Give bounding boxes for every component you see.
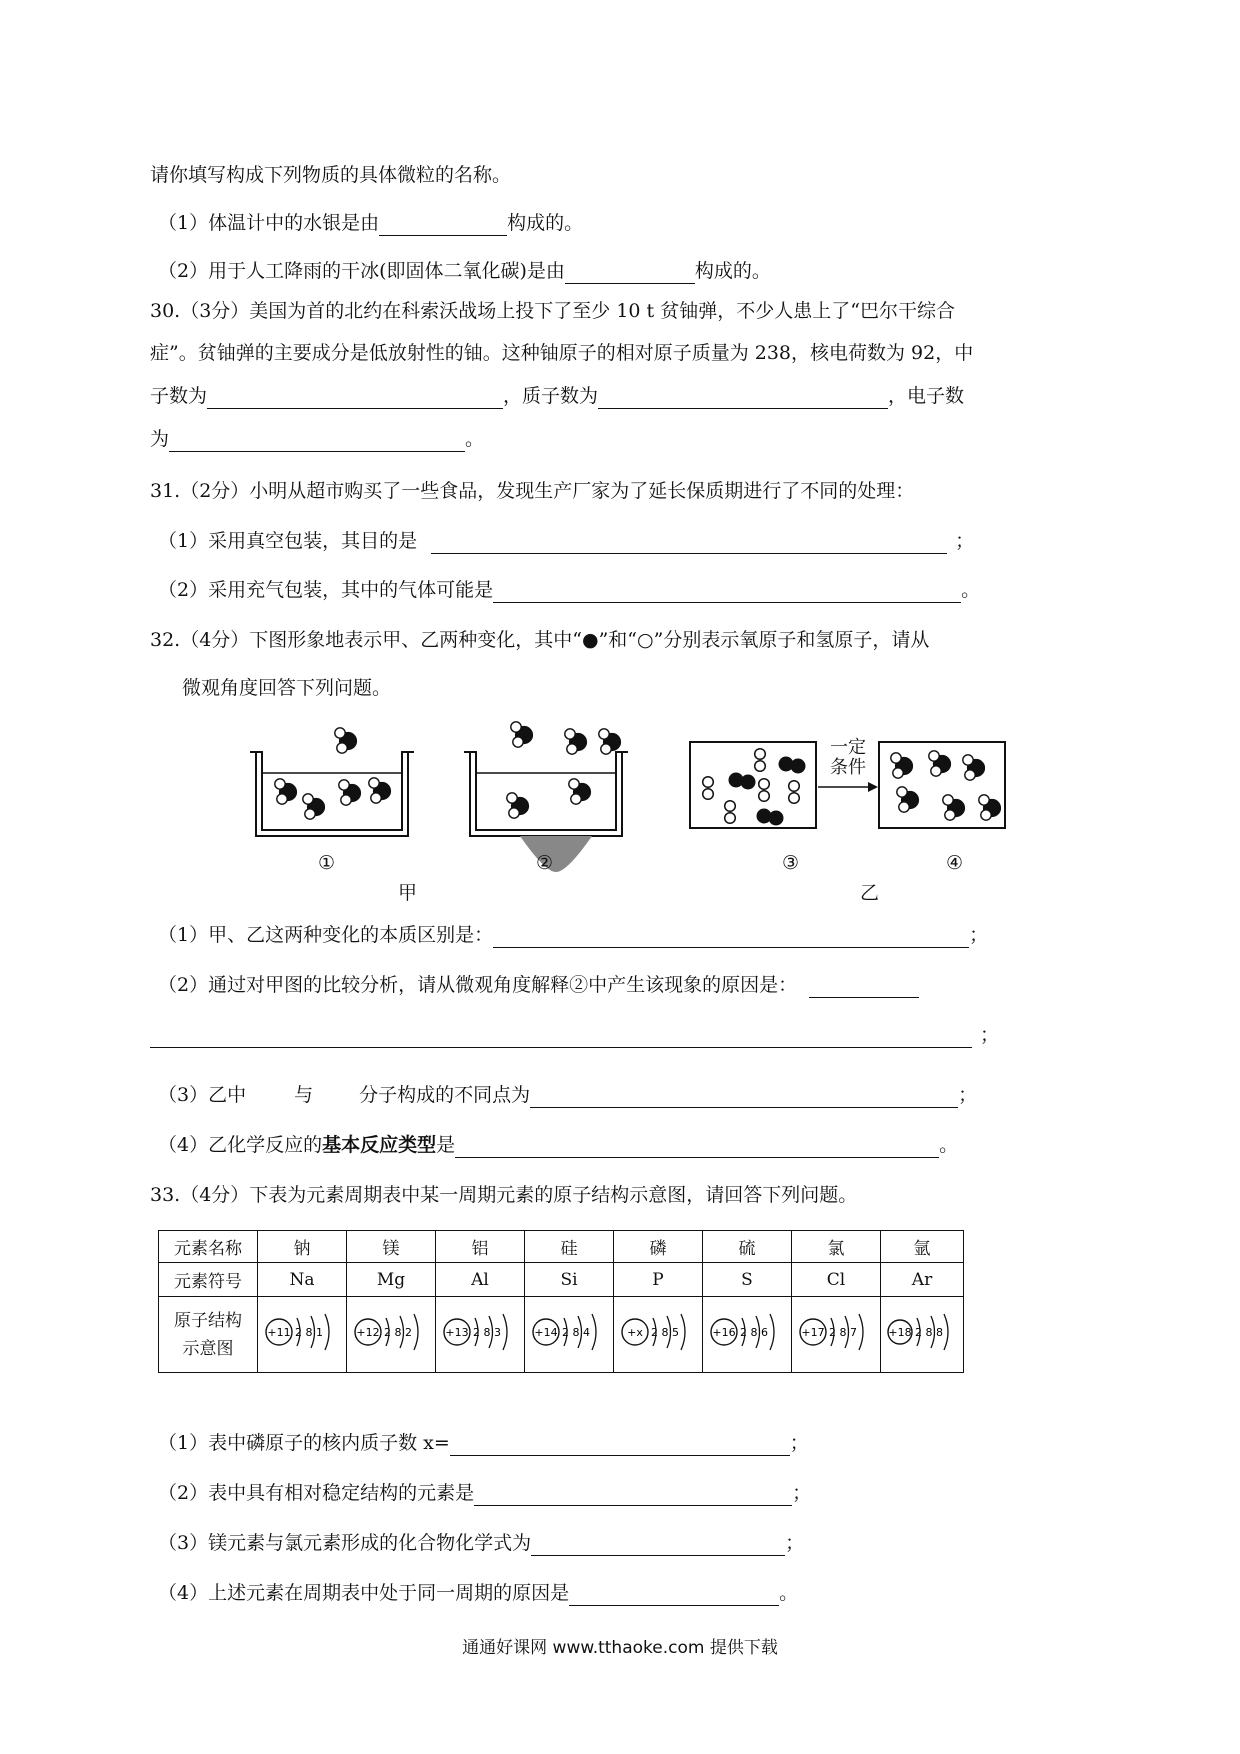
atom-structure-icon bbox=[259, 1302, 345, 1362]
q33-part1-tail: ； bbox=[789, 1432, 809, 1454]
atom-structure-icon bbox=[793, 1302, 879, 1362]
q32-part4-bold: 基本反应类型 bbox=[322, 1134, 437, 1156]
q33-line1: 33.（4分）下表为元素周期表中某一周期元素的原子结构示意图，请回答下列问题。 bbox=[150, 1184, 858, 1206]
beaker-2 bbox=[464, 722, 628, 872]
periodic-table-row bbox=[158, 1230, 964, 1373]
q30-line2: 症”。贫铀弹的主要成分是低放射性的铀。这种铀原子的相对原子质量为 238，核电荷数为 92，中 bbox=[150, 342, 974, 364]
q33-part4-text: （4）上述元素在周期表中处于同一周期的原因是 bbox=[158, 1582, 570, 1604]
atom-structure-icon bbox=[882, 1302, 962, 1362]
q33-part2-tail: ； bbox=[792, 1482, 812, 1504]
row-struct-label-2: 示意图 bbox=[182, 1338, 234, 1359]
q32-part2-blank-b[interactable] bbox=[150, 1027, 972, 1048]
element-symbol: Mg bbox=[347, 1263, 436, 1297]
element-symbol: P bbox=[614, 1263, 703, 1297]
element-name: 氩 bbox=[881, 1231, 964, 1263]
atom-diagram bbox=[347, 1297, 436, 1373]
q32-part1-tail: ； bbox=[969, 924, 989, 946]
q32-part1 bbox=[158, 922, 988, 948]
q32-part1-blank[interactable] bbox=[493, 927, 969, 948]
q32-part2 bbox=[158, 972, 919, 998]
q32-part3-mid: 与 bbox=[294, 1084, 314, 1106]
nucleus-charge: +11 bbox=[267, 1326, 291, 1339]
atom-diagram bbox=[881, 1297, 964, 1373]
group-label-jia: 甲 bbox=[398, 882, 418, 904]
fig-label-2: ② bbox=[536, 852, 554, 874]
q32-part2-cont bbox=[150, 1022, 999, 1048]
element-symbol: Si bbox=[525, 1263, 614, 1297]
q32-line2: 微观角度回答下列问题。 bbox=[182, 677, 392, 699]
q32-part3-tail: ； bbox=[958, 1084, 978, 1106]
q32-part1-text: （1）甲、乙这两种变化的本质区别是： bbox=[158, 924, 494, 946]
atom-structure-icon bbox=[437, 1302, 523, 1362]
element-name: 硅 bbox=[525, 1231, 614, 1263]
atom-structure-icon bbox=[704, 1302, 790, 1362]
condition-text-1: 一定 bbox=[830, 737, 866, 758]
element-name: 铝 bbox=[436, 1231, 525, 1263]
intro-text: 请你填写构成下列物质的具体微粒的名称。 bbox=[150, 164, 512, 186]
nucleus-charge: +17 bbox=[801, 1326, 825, 1339]
q32-part2-blank-a[interactable] bbox=[809, 977, 919, 998]
q33-part3 bbox=[158, 1530, 804, 1556]
element-name: 钠 bbox=[258, 1231, 347, 1263]
q33-part2 bbox=[158, 1480, 811, 1506]
atom-diagram bbox=[792, 1297, 881, 1373]
q32-part4-text2: 是 bbox=[436, 1134, 456, 1156]
q32-part4-tail: 。 bbox=[939, 1134, 959, 1156]
nucleus-charge: +12 bbox=[356, 1326, 380, 1339]
beaker-1 bbox=[250, 728, 414, 836]
fig-label-4: ④ bbox=[946, 852, 964, 874]
q33-part2-blank[interactable] bbox=[474, 1485, 792, 1506]
element-name: 镁 bbox=[347, 1231, 436, 1263]
atom-diagram bbox=[703, 1297, 792, 1373]
q30-electron-label: ，电子数 bbox=[888, 385, 965, 407]
q31-part2-text: （2）采用充气包装，其中的气体可能是 bbox=[158, 579, 494, 601]
nucleus-charge: +x bbox=[627, 1326, 643, 1339]
row-symbol-label: 元素符号 bbox=[159, 1263, 258, 1297]
shell-electrons: 2 8 4 bbox=[562, 1326, 590, 1339]
element-symbol: Cl bbox=[792, 1263, 881, 1297]
nucleus-charge: +14 bbox=[534, 1326, 558, 1339]
element-symbol: Ar bbox=[881, 1263, 964, 1297]
reaction-box-before bbox=[690, 742, 816, 828]
q30-line1: 30.（3分）美国为首的北约在科索沃战场上投下了至少 10 t 贫铀弹，不少人患上了“巴尔干综合 bbox=[150, 300, 955, 322]
fig-label-3: ③ bbox=[782, 852, 800, 874]
q31-part1-tail: ； bbox=[955, 530, 975, 552]
shell-electrons: 2 8 2 bbox=[384, 1326, 412, 1339]
q29-part1-tail: 构成的。 bbox=[507, 212, 584, 234]
nucleus-charge: +16 bbox=[712, 1326, 736, 1339]
shell-electrons: 2 8 3 bbox=[473, 1326, 501, 1339]
atom-diagram bbox=[525, 1297, 614, 1373]
q31-part1-text: （1）采用真空包装，其目的是 bbox=[158, 530, 418, 552]
q32-line1: 32.（4分）下图形象地表示甲、乙两种变化，其中“●”和“○”分别表示氧原子和氢原子，请从 bbox=[150, 629, 930, 651]
row-struct-label-1: 原子结构 bbox=[174, 1310, 242, 1331]
element-name: 磷 bbox=[614, 1231, 703, 1263]
q30-proton-label: ，质子数为 bbox=[503, 385, 599, 407]
q33-part3-text: （3）镁元素与氯元素形成的化合物化学式为 bbox=[158, 1532, 532, 1554]
q30-electron-prefix: 为 bbox=[150, 428, 170, 450]
q32-part3-text2: 分子构成的不同点为 bbox=[359, 1084, 531, 1106]
q32-part4 bbox=[158, 1132, 958, 1158]
fig-label-1: ① bbox=[318, 852, 336, 874]
shell-electrons: 2 8 5 bbox=[651, 1326, 679, 1339]
q31-line1: 31.（2分）小明从超市购买了一些食品，发现生产厂家为了延长保质期进行了不同的处理： bbox=[150, 480, 915, 502]
row-struct-label bbox=[159, 1297, 258, 1373]
q33-part3-tail: ； bbox=[785, 1532, 805, 1554]
q32-part2-tail: ； bbox=[980, 1024, 1000, 1046]
q33-part4 bbox=[158, 1580, 798, 1606]
q32-part2-text: （2）通过对甲图的比较分析，请从微观角度解释②中产生该现象的原因是： bbox=[158, 974, 798, 996]
shell-electrons: 2 8 6 bbox=[740, 1326, 768, 1339]
element-symbol: Na bbox=[258, 1263, 347, 1297]
reaction-box-after bbox=[879, 742, 1005, 828]
element-symbol: Al bbox=[436, 1263, 525, 1297]
q32-part4-text: （4）乙化学反应的 bbox=[158, 1134, 323, 1156]
condition-text-2: 条件 bbox=[830, 757, 866, 778]
reaction-condition bbox=[823, 738, 873, 778]
q33-part1-blank[interactable] bbox=[450, 1435, 790, 1456]
footer-text: 通通好课网 www.tthaoke.com 提供下载 bbox=[462, 1638, 778, 1658]
q29-part1-text: （1）体温计中的水银是由 bbox=[158, 212, 380, 234]
element-name: 氯 bbox=[792, 1231, 881, 1263]
shell-electrons: 2 8 8 bbox=[915, 1326, 943, 1339]
q33-part1-text: （1）表中磷原子的核内质子数 x= bbox=[158, 1432, 450, 1454]
atom-diagram bbox=[614, 1297, 703, 1373]
nucleus-charge: +13 bbox=[445, 1326, 469, 1339]
q30-neutron-label: 子数为 bbox=[150, 385, 208, 407]
atom-diagram bbox=[436, 1297, 525, 1373]
nucleus-charge: +18 bbox=[888, 1326, 912, 1339]
reaction-arrow bbox=[818, 782, 878, 792]
atom-structure-icon bbox=[348, 1302, 434, 1362]
group-label-yi: 乙 bbox=[860, 882, 880, 904]
atom-structure-icon bbox=[526, 1302, 612, 1362]
q33-part4-blank[interactable] bbox=[569, 1585, 779, 1606]
q31-part2-tail: 。 bbox=[961, 579, 981, 601]
row-name-label: 元素名称 bbox=[159, 1231, 258, 1263]
q32-part3 bbox=[158, 1082, 977, 1108]
q32-part3-text: （3）乙中 bbox=[158, 1084, 247, 1106]
shell-electrons: 2 8 1 bbox=[295, 1326, 323, 1339]
atom-structure-icon bbox=[615, 1302, 701, 1362]
q33-part2-text: （2）表中具有相对稳定结构的元素是 bbox=[158, 1482, 475, 1504]
flame-icon bbox=[520, 836, 592, 872]
q29-part2-text: （2）用于人工降雨的干冰(即固体二氧化碳)是由 bbox=[158, 260, 565, 282]
q33-part4-tail: 。 bbox=[779, 1582, 799, 1604]
element-symbol: S bbox=[703, 1263, 792, 1297]
q33-part1 bbox=[158, 1430, 809, 1456]
q32-part3-blank[interactable] bbox=[530, 1087, 958, 1108]
q29-part2-tail: 构成的。 bbox=[694, 260, 771, 282]
shell-electrons: 2 8 7 bbox=[829, 1326, 857, 1339]
element-name: 硫 bbox=[703, 1231, 792, 1263]
q33-part3-blank[interactable] bbox=[531, 1535, 785, 1556]
atom-diagram bbox=[258, 1297, 347, 1373]
q32-part4-blank[interactable] bbox=[455, 1137, 939, 1158]
q30-end: 。 bbox=[465, 428, 485, 450]
